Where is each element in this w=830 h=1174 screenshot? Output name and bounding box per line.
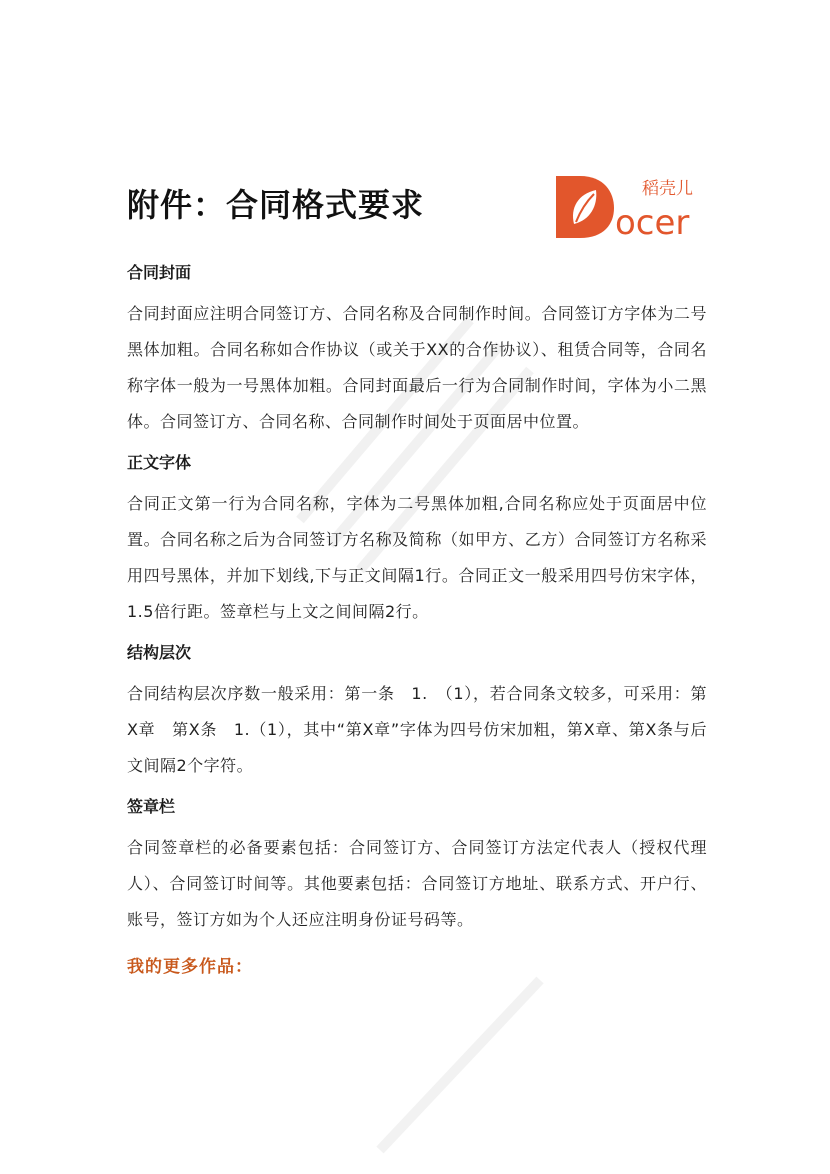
docer-logo <box>552 168 702 242</box>
more-works-link[interactable]: 我的更多作品： <box>127 957 253 977</box>
section-heading-structure: 结构层次 <box>127 643 192 662</box>
section-heading-signature: 签章栏 <box>127 797 176 816</box>
section-font <box>127 452 707 630</box>
section-body-signature: 合同签章栏的必备要素包括：合同签订方、合同签订方法定代表人（授权代理人）、合同签订时间等。其他要素包括：合同签订方地址、联系方式、开户行、账号，签订方如为个人还应注明身份证号码等。 <box>127 838 707 929</box>
section-body-font: 合同正文第一行为合同名称，字体为二号黑体加粗,合同名称应处于页面居中位置。合同名称之后为合同签订方名称及简称（如甲方、乙方）合同签订方名称采用四号黑体，并加下划线,下与正文间隔1行。合同正文一般采用四号仿宋字体，1.5倍行距。签章栏与上文之间间隔2行。 <box>127 494 707 621</box>
section-signature <box>127 796 707 938</box>
section-heading-font: 正文字体 <box>127 453 192 472</box>
logo-text-ocer: ocer <box>615 203 690 242</box>
logo-text-cn: 稻壳儿 <box>642 179 693 199</box>
section-structure <box>127 642 707 784</box>
section-body-cover: 合同封面应注明合同签订方、合同名称及合同制作时间。合同签订方字体为二号黑体加粗。合同名称如合作协议（或关于XX的合作协议）、租赁合同等，合同名称字体一般为一号黑体加粗。合同封面最后一行为合同制作时间，字体为小二黑体。合同签订方、合同名称、合同制作时间处于页面居中位置。 <box>127 304 707 431</box>
section-body-structure: 合同结构层次序数一般采用：第一条 1. （1），若合同条文较多，可采用：第X章 第X条 1.（1），其中“第X章”字体为四号仿宋加粗，第X章、第X条与后文间隔2个字符。 <box>127 684 707 775</box>
section-heading-cover: 合同封面 <box>127 263 192 282</box>
document-content <box>127 262 707 977</box>
document-title: 附件：合同格式要求 <box>127 186 425 224</box>
section-cover <box>127 262 707 440</box>
